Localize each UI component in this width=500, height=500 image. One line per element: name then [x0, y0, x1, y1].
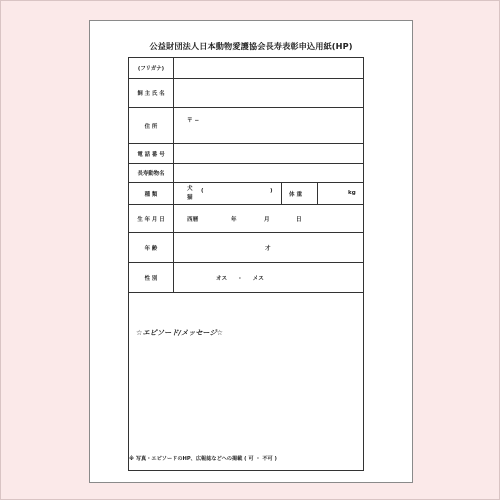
label-address: 住 所 [129, 108, 174, 143]
row-animal-name [129, 164, 363, 183]
label-owner-name: 飼 主 氏 名 [129, 79, 174, 107]
birth-year: 年 [231, 217, 237, 223]
species-weight-divider [281, 183, 282, 204]
label-species: 種 類 [129, 183, 174, 204]
episode-label: ☆エピソード/メッセージ☆ [136, 328, 223, 337]
species-paren-close: ) [270, 188, 273, 194]
label-phone: 電 話 番 号 [129, 144, 174, 163]
row-address [129, 108, 363, 144]
species-cat: 猫 [187, 195, 193, 201]
birth-era: 西暦 [187, 217, 199, 223]
label-age: 年 齢 [129, 233, 174, 262]
birth-month: 月 [264, 217, 270, 223]
birth-day: 日 [296, 217, 302, 223]
row-age [129, 233, 363, 263]
row-sex [129, 263, 363, 293]
weight-label-divider [317, 183, 318, 204]
form-title: 公益財団法人日本動物愛護協会長寿表彰申込用紙(HP) [149, 41, 353, 51]
age-unit: 才 [265, 246, 271, 252]
row-owner-name [129, 79, 363, 108]
species-paren-open: ( [201, 188, 204, 194]
label-weight: 体 重 [289, 192, 303, 198]
label-birthdate: 生 年 月 日 [129, 205, 174, 232]
row-furigana [129, 58, 363, 79]
row-species [129, 183, 363, 205]
label-furigana: (フリガナ) [129, 58, 174, 78]
sex-options: オス ・ メス [216, 276, 264, 282]
row-phone [129, 144, 363, 164]
form-table [128, 57, 364, 471]
label-animal-name: 長寿動物名 [129, 164, 174, 182]
publication-consent-note: ※ 写真・エピソードのHP、広報誌などへの掲載 ( 可 ・ 不可 ) [129, 456, 277, 462]
postal-mark: 〒 − [187, 118, 200, 124]
label-sex: 性 別 [129, 263, 174, 292]
weight-unit: kg [348, 190, 356, 196]
row-birthdate [129, 205, 363, 233]
application-form-sheet [89, 20, 413, 483]
species-dog: 犬 [187, 186, 193, 192]
